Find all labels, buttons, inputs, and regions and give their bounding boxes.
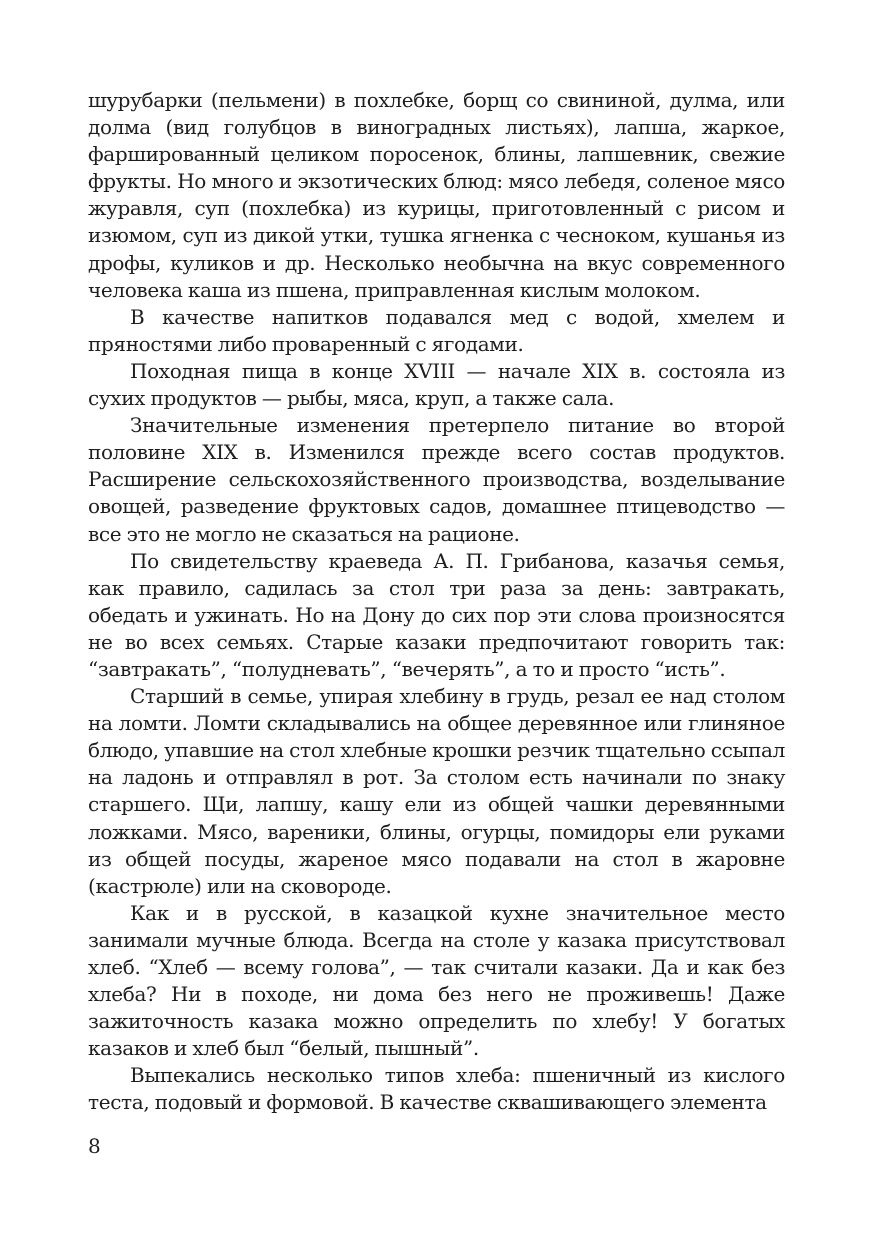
paragraph: В качестве напитков подавался мед с водой, хмелем и пряностями либо проваренный с ягодами. — [88, 304, 785, 356]
page-number: 8 — [88, 1134, 101, 1158]
paragraph-continued: шурубарки (пельмени) в похлебке, борщ со свининой, дулма, или долма (вид голубцов в виноградных листьях), лапша, жаркое, фаршированный целиком поросенок, блины, лапшевник, свежие фрукты. Но много и экзотических блюд: мясо лебедя, соленое мясо журавля, суп (похлебка) из курицы, приготовленный с рисом и изюмом, суп из дикой утки, тушка ягненка с чесноком, кушанья из дрофы, куликов и др. Несколько необычна на вкус современного человека каша из пшена, приправленная кислым молоком. — [88, 88, 785, 302]
paragraph: Значительные изменения претерпело питание во второй половине XIX в. Изменился прежде всего состав продуктов. Расширение сельскохозяйственного производства, возделывание овощей, разведение фруктовых садов, домашнее птицеводство — все это не могло не сказаться на рационе. — [88, 413, 785, 546]
page-body — [88, 87, 785, 1117]
paragraph: Походная пища в конце XVIII — начале XIX в. состояла из сухих продуктов — рыбы, мяса, круп, а также сала. — [88, 358, 785, 411]
paragraph: Старший в семье, упирая хлебину в грудь, резал ее над столом на ломти. Ломти складывались на общее деревянное или глиняное блюдо, упавшие на стол хлебные крошки резчик тщательно ссыпал на ладонь и отправлял в рот. За столом есть начинали по знаку старшего. Щи, лапшу, кашу ели из общей чашки деревянными ложками. Мясо, вареники, блины, огурцы, помидоры ели руками из общей посуды, жареное мясо подавали на стол в жаровне (кастрюле) или на сковороде. — [88, 684, 785, 898]
paragraph: Выпекались несколько типов хлеба: пшеничный из кислого теста, подовый и формовой. В качестве сквашивающего элемента — [88, 1063, 785, 1115]
paragraph: По свидетельству краеведа А. П. Грибанова, казачья семья, как правило, садилась за стол три раза за день: завтракать, обедать и ужинать. Но на Дону до сих пор эти слова произносятся не во всех семьях. Старые казаки предпочитают говорить так: “завтракать”, “полудневать”, “вечерять”, а то и просто “исть”. — [88, 548, 785, 681]
paragraph: Как и в русской, в казацкой кухне значительное место занимали мучные блюда. Всегда на столе у казака присутствовал хлеб. “Хлеб — всему голова”, — так считали казаки. Да и как без хлеба? Ни в походе, ни дома без него не проживешь! Даже зажиточность казака можно определить по хлебу! У богатых казаков и хлеб был “белый, пышный”. — [88, 900, 785, 1061]
